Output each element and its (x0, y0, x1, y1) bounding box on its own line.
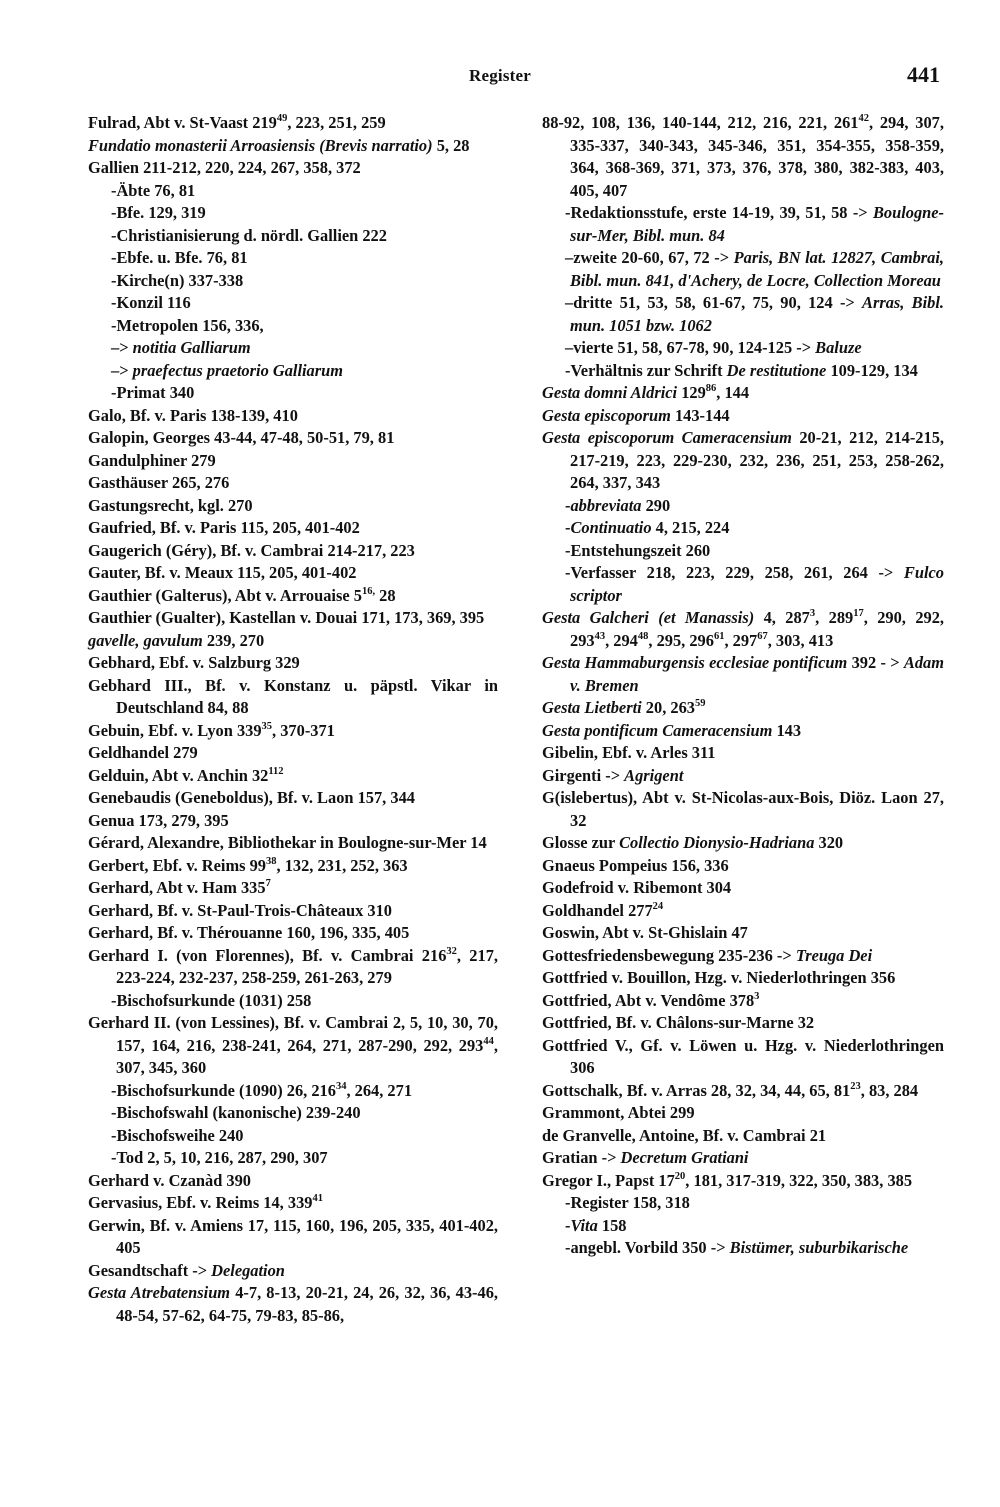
index-subentry (542, 1215, 944, 1238)
index-entry (88, 1012, 498, 1080)
index-subentry (542, 562, 944, 607)
entry-text: Vita (570, 1215, 598, 1235)
entry-text: 4, 215, 224 (651, 518, 730, 537)
entry-text: Decretum Gratiani (620, 1148, 749, 1167)
entry-text: Bistümer, suburbikarische (729, 1238, 909, 1257)
index-entry (88, 1215, 498, 1260)
entry-text: Grammont, Abtei 299 (542, 1103, 695, 1122)
index-entry (88, 922, 498, 945)
index-entry (542, 382, 944, 405)
entry-text: 392 - > (847, 653, 904, 672)
entry-text: Gottesfriedensbewegung 235-236 -> (542, 945, 796, 965)
entry-text: 143 (772, 720, 802, 740)
index-entry (88, 675, 498, 720)
index-entry (88, 1192, 498, 1215)
footnote-superscript: 24 (652, 900, 664, 912)
footnote-superscript: 67 (757, 630, 768, 642)
entry-text: Glosse zur (542, 833, 620, 852)
entry-text: , 294 (605, 630, 638, 650)
entry-text: Gregor I., Papst 17 (542, 1170, 675, 1190)
index-entry (542, 1035, 944, 1080)
entry-text: , 181, 317-319, 322, 350, 383, 385 (685, 1170, 913, 1190)
entry-text: De restitutione (726, 360, 827, 380)
entry-text: gavelle, gavulum (88, 630, 203, 650)
entry-text: 28 (375, 585, 396, 605)
index-entry (542, 900, 944, 923)
footnote-superscript: 38 (266, 855, 277, 867)
entry-text: , 217, 223-224, 232-237, 258-259, 261-263, 279 (116, 945, 498, 987)
entry-text: -Bischofsweihe 240 (111, 1125, 244, 1145)
entry-text: notitia Galliarum (132, 338, 251, 357)
entry-text: Goswin, Abt v. St-Ghislain 47 (542, 923, 748, 942)
entry-text: -Entstehungszeit 260 (565, 540, 711, 560)
entry-text: 4, 287 (754, 608, 810, 627)
entry-text: -Redaktionsstufe, erste 14-19, 39, 51, 58 -> (565, 203, 873, 222)
index-subentry (88, 1102, 498, 1125)
entry-text: 158 (597, 1215, 627, 1235)
entry-text: -Christianisierung d. nördl. Gallien 222 (111, 225, 387, 245)
entry-text: , 307, 345, 360 (116, 1035, 498, 1077)
entry-text: -Verhältnis zur Schrift (565, 360, 727, 380)
entry-text: Fundatio monasterii Arroasiensis (Brevis narratio) (88, 135, 433, 155)
entry-text: Girgenti -> (542, 765, 625, 785)
entry-text: 239, 270 (202, 630, 265, 650)
entry-text: -Bischofsurkunde (1090) 26, 216 (111, 1080, 336, 1100)
index-entry (542, 787, 944, 832)
index-subentry (542, 495, 944, 518)
entry-text: -Register 158, 318 (565, 1193, 690, 1212)
footnote-superscript: 42 (858, 113, 869, 124)
index-subentry (88, 180, 498, 203)
index-subentry (88, 1125, 498, 1148)
entry-text: Gesta Atrebatensium (88, 1283, 231, 1302)
index-subentry (88, 990, 498, 1013)
entry-text: de Granvelle, Antoine, Bf. v. Cambrai 21 (542, 1125, 827, 1145)
entry-text: Gottschalk, Bf. v. Arras 28, 32, 34, 44, 65, 81 (542, 1080, 851, 1100)
index-entry (88, 427, 498, 450)
entry-text: Gnaeus Pompeius 156, 336 (542, 855, 729, 875)
entry-text: , 264, 271 (346, 1080, 413, 1100)
index-subentry (88, 225, 498, 248)
index-entry (88, 945, 498, 990)
entry-text: Galopin, Georges 43-44, 47-48, 50-51, 79, 81 (88, 428, 395, 447)
index-entry (542, 922, 944, 945)
entry-text: , 297 (724, 630, 758, 650)
entry-text: - (565, 518, 571, 537)
entry-text: , 144 (716, 383, 750, 402)
index-entry (542, 607, 944, 652)
index-subentry (88, 247, 498, 270)
entry-text: , 295, 296 (648, 630, 714, 650)
index-entry (542, 742, 944, 765)
entry-text: Gerhard, Abt v. Ham 335 (88, 878, 266, 897)
entry-text: -Metropolen 156, 336, (111, 315, 264, 335)
index-entry (88, 810, 498, 833)
entry-text: , 290, 292, 293 (570, 608, 944, 650)
index-subentry (542, 292, 944, 337)
entry-text: Gerhard II. (von Lessines), Bf. v. Cambrai 2, 5, 10, 30, 70, 157, 164, 216, 238-241, 264, 271, 287-290, 292, 293 (88, 1013, 498, 1055)
index-entry (88, 832, 498, 855)
index-subentry (542, 360, 944, 383)
entry-text: Gastungsrecht, kgl. 270 (88, 495, 253, 515)
entry-text: Treuga Dei (795, 945, 873, 965)
entry-text: Gerwin, Bf. v. Amiens 17, 115, 160, 196, 205, 335, 401-402, 405 (88, 1215, 498, 1257)
entry-text: Gesta Galcheri (et Manassis) (542, 608, 755, 627)
index-entry (542, 652, 944, 697)
index-entry (88, 607, 498, 630)
index-entry (542, 967, 944, 990)
entry-text: Gelduin, Abt v. Anchin 32 (88, 765, 269, 785)
index-subentry (542, 1192, 944, 1215)
entry-text: - (565, 1215, 571, 1235)
entry-text: praefectus praetorio Galliarum (132, 360, 343, 380)
index-entry (88, 495, 498, 518)
index-entry (542, 1147, 944, 1170)
index-subentry (542, 540, 944, 563)
entry-text: Gebuin, Ebf. v. Lyon 339 (88, 720, 262, 740)
index-entry (542, 720, 944, 743)
entry-text: -Primat 340 (111, 383, 195, 402)
entry-text: –zweite 20-60, 67, 72 -> (565, 248, 734, 267)
entry-text: -Verfasser 218, 223, 229, 258, 261, 264 -> (565, 563, 904, 582)
running-title: Register (468, 66, 531, 85)
index-subentry (542, 517, 944, 540)
index-entry (88, 1260, 498, 1283)
index-column-right (542, 112, 944, 1260)
entry-text: , 83, 284 (860, 1080, 919, 1100)
index-entry (88, 900, 498, 923)
footnote-superscript: 3 (754, 990, 760, 1002)
index-entry (542, 1012, 944, 1035)
entry-text: 129 (677, 383, 706, 402)
index-entry (542, 832, 944, 855)
index-subentry (88, 270, 498, 293)
index-entry (88, 157, 498, 180)
footnote-superscript: 23 (850, 1080, 861, 1092)
footnote-superscript: 41 (312, 1193, 323, 1204)
entry-text: Boulogne-sur-Mer, Bibl. mun. 84 (570, 203, 944, 245)
index-subentry (88, 292, 498, 315)
entry-text: Galo, Bf. v. Paris 138-139, 410 (88, 405, 298, 425)
entry-text: Gratian -> (542, 1148, 621, 1167)
entry-text: Gesta episcoporum (542, 405, 671, 425)
entry-text: Goldhandel 277 (542, 900, 653, 920)
entry-text: Gottfried V., Gf. v. Löwen u. Hzg. v. Niederlothringen 306 (542, 1035, 944, 1077)
entry-text: Gesta Hammaburgensis ecclesiae pontificum (542, 653, 848, 672)
entry-text: Geldhandel 279 (88, 743, 198, 762)
entry-text: -Kirche(n) 337-338 (111, 270, 244, 290)
entry-text: Gebhard III., Bf. v. Konstanz u. päpstl. Vikar in Deutschland 84, 88 (88, 675, 498, 717)
footnote-superscript: 59 (694, 698, 706, 709)
entry-text: Gasthäuser 265, 276 (88, 473, 230, 492)
index-entry (88, 1282, 498, 1327)
footnote-superscript: 7 (265, 878, 271, 889)
index-subentry (88, 382, 498, 405)
entry-text: Gerhard I. (von Florennes), Bf. v. Cambrai 216 (88, 945, 447, 965)
index-subentry (542, 1237, 944, 1260)
index-entry (542, 877, 944, 900)
footnote-superscript: 32 (446, 945, 457, 957)
entry-text: Gebhard, Ebf. v. Salzburg 329 (88, 653, 300, 672)
index-subentry (88, 1080, 498, 1103)
index-entry (88, 855, 498, 878)
index-entry (88, 742, 498, 765)
index-entry (88, 562, 498, 585)
entry-text: Gérard, Alexandre, Bibliothekar in Boulogne-sur-Mer 14 (88, 833, 487, 852)
index-entry (88, 787, 498, 810)
entry-text: Gesta pontificum Cameracensium (542, 720, 773, 740)
entry-text: Fulco scriptor (570, 563, 944, 605)
entry-text: -Ebfe. u. Bfe. 76, 81 (111, 248, 248, 267)
index-entry (88, 450, 498, 473)
footnote-superscript: 86 (705, 383, 717, 394)
index-entry (542, 405, 944, 428)
entry-text: , 289 (815, 608, 854, 627)
index-entry (542, 945, 944, 968)
index-subentry (88, 337, 498, 360)
entry-text: Genebaudis (Geneboldus), Bf. v. Laon 157, 344 (88, 788, 415, 807)
entry-text: 5, 28 (432, 135, 470, 155)
entry-text: , 303, 413 (767, 630, 834, 650)
index-entry (88, 405, 498, 428)
index-subentry (88, 202, 498, 225)
index-entry (88, 630, 498, 653)
entry-text: -Konzil 116 (111, 293, 191, 312)
index-subentry (88, 1147, 498, 1170)
footnote-superscript: 49 (276, 113, 288, 124)
footnote-superscript: 20 (674, 1170, 686, 1182)
index-entry (88, 585, 498, 608)
entry-text: Gesta episcoporum Cameracensium (542, 428, 792, 447)
entry-text: abbreviata (570, 495, 642, 515)
entry-text: Godefroid v. Ribemont 304 (542, 878, 732, 897)
index-subentry (88, 315, 498, 338)
index-entry (88, 1170, 498, 1193)
index-entry (542, 1102, 944, 1125)
entry-text: 109-129, 134 (826, 360, 918, 380)
entry-text: Continuatio (570, 518, 652, 537)
entry-text: - (565, 495, 571, 515)
index-subentry (542, 202, 944, 247)
index-subentry (88, 360, 498, 383)
entry-text: Gibelin, Ebf. v. Arles 311 (542, 743, 716, 762)
index-entry (542, 427, 944, 495)
footnote-superscript: 35 (261, 720, 273, 732)
entry-text: 20, 263 (641, 698, 695, 717)
entry-text: 320 (814, 833, 844, 852)
index-entry (88, 765, 498, 788)
index-entry (88, 540, 498, 563)
index-entry (542, 697, 944, 720)
entry-text: –> (111, 360, 133, 380)
entry-text: 20-21, 212, 214-215, 217-219, 223, 229-230, 232, 236, 251, 253, 258-262, 264, 337, 343 (570, 428, 944, 492)
entry-text: -Äbte 76, 81 (111, 180, 196, 200)
entry-text: Gandulphiner 279 (88, 450, 216, 470)
index-entry (542, 765, 944, 788)
entry-text: -Bischofsurkunde (1031) 258 (111, 990, 312, 1010)
entry-text: Baluze (815, 338, 862, 357)
page-number: 441 (907, 62, 940, 87)
footnote-superscript: 112 (268, 765, 284, 777)
entry-text: –dritte 51, 53, 58, 61-67, 75, 90, 124 -> (565, 293, 863, 312)
index-subentry (542, 247, 944, 292)
entry-text: Fulrad, Abt v. St-Vaast 219 (88, 113, 277, 132)
entry-text: Gauter, Bf. v. Meaux 115, 205, 401-402 (88, 563, 357, 582)
entry-text: , 223, 251, 259 (287, 113, 386, 132)
entry-text: Gesandtschaft -> (88, 1260, 212, 1280)
entry-text: Gerhard, Bf. v. Thérouanne 160, 196, 335, 405 (88, 923, 410, 942)
index-entry (542, 855, 944, 878)
entry-text: Gesta domni Aldrici (542, 383, 678, 402)
entry-text: , 294, 307, 335-337, 340-343, 345-346, 351, 354-355, 358-359, 364, 368-369, 371, 373, 376, 378, 380, 382-383, 403, 405, 407 (570, 113, 944, 200)
entry-text: Delegation (211, 1260, 285, 1280)
entry-text: 290 (641, 495, 671, 515)
entry-text: Agrigent (624, 765, 684, 785)
entry-text: Adam v. Bremen (570, 653, 944, 695)
entry-text: Paris, BN lat. 12827, Cambrai, Bibl. mun. 841, d'Achery, de Locre, Collection Moreau (570, 248, 944, 290)
index-column-left (88, 112, 498, 1327)
footnote-superscript: 3 (809, 608, 816, 619)
entry-text: Gottfried v. Bouillon, Hzg. v. Niederlothringen 356 (542, 968, 896, 987)
entry-text: G(islebertus), Abt v. St-Nicolas-aux-Bois, Diöz. Laon 27, 32 (542, 788, 944, 830)
index-entry (542, 1080, 944, 1103)
entry-text: Gallien 211-212, 220, 224, 267, 358, 372 (88, 158, 361, 177)
entry-text: Gauthier (Gualter), Kastellan v. Douai 171, 173, 369, 395 (88, 608, 485, 627)
index-entry (542, 1170, 944, 1193)
entry-text: Genua 173, 279, 395 (88, 810, 229, 830)
index-entry (88, 652, 498, 675)
entry-text: -Tod 2, 5, 10, 216, 287, 290, 307 (111, 1148, 328, 1167)
footnote-superscript: 34 (335, 1080, 347, 1092)
index-entry (542, 1125, 944, 1148)
index-entry (542, 990, 944, 1013)
footnote-superscript: 17 (853, 608, 864, 619)
entry-text: Gottfried, Abt v. Vendôme 378 (542, 990, 755, 1010)
entry-text: 4-7, 8-13, 20-21, 24, 26, 32, 36, 43-46, 48-54, 57-62, 64-75, 79-83, 85-86, (116, 1283, 498, 1325)
index-entry (88, 517, 498, 540)
entry-text: –> (111, 338, 133, 357)
entry-text: 143-144 (670, 405, 730, 425)
entry-text: Gerhard, Bf. v. St-Paul-Trois-Châteaux 310 (88, 900, 392, 920)
entry-text: Gervasius, Ebf. v. Reims 14, 339 (88, 1193, 313, 1212)
index-entry (88, 720, 498, 743)
entry-text: Gerbert, Ebf. v. Reims 99 (88, 855, 266, 875)
footnote-superscript: 43 (594, 630, 606, 642)
entry-text: , 370-371 (272, 720, 335, 740)
entry-text: -Bischofswahl (kanonische) 239-240 (111, 1103, 361, 1122)
footnote-superscript: 61 (713, 630, 725, 642)
entry-text: -Bfe. 129, 319 (111, 203, 206, 222)
footnote-superscript: 44 (483, 1035, 494, 1047)
entry-text: Gesta Lietberti (542, 698, 642, 717)
index-entry (88, 112, 498, 135)
entry-text: Collectio Dionysio-Hadriana (619, 833, 815, 852)
index-entry (88, 135, 498, 158)
entry-text: Gaufried, Bf. v. Paris 115, 205, 401-402 (88, 518, 360, 537)
entry-text: Gottfried, Bf. v. Châlons-sur-Marne 32 (542, 1013, 815, 1032)
index-entry (88, 877, 498, 900)
entry-text: Gauthier (Galterus), Abt v. Arrouaise 5 (88, 585, 362, 605)
footnote-superscript: 16, (361, 585, 376, 597)
index-entry (88, 472, 498, 495)
entry-text: , 132, 231, 252, 363 (276, 855, 408, 875)
entry-text: –vierte 51, 58, 67-78, 90, 124-125 -> (565, 338, 816, 357)
index-subentry (542, 337, 944, 360)
entry-text: Gerhard v. Czanàd 390 (88, 1170, 252, 1190)
entry-text: -angebl. Vorbild 350 -> (565, 1238, 730, 1257)
entry-text: Gaugerich (Géry), Bf. v. Cambrai 214-217, 223 (88, 540, 415, 560)
entry-text: 88-92, 108, 136, 140-144, 212, 216, 221, 261 (542, 113, 859, 132)
entry-text: Arras, Bibl. mun. 1051 bzw. 1062 (570, 293, 945, 335)
footnote-superscript: 48 (637, 630, 649, 642)
index-entry-continuation (542, 112, 944, 202)
